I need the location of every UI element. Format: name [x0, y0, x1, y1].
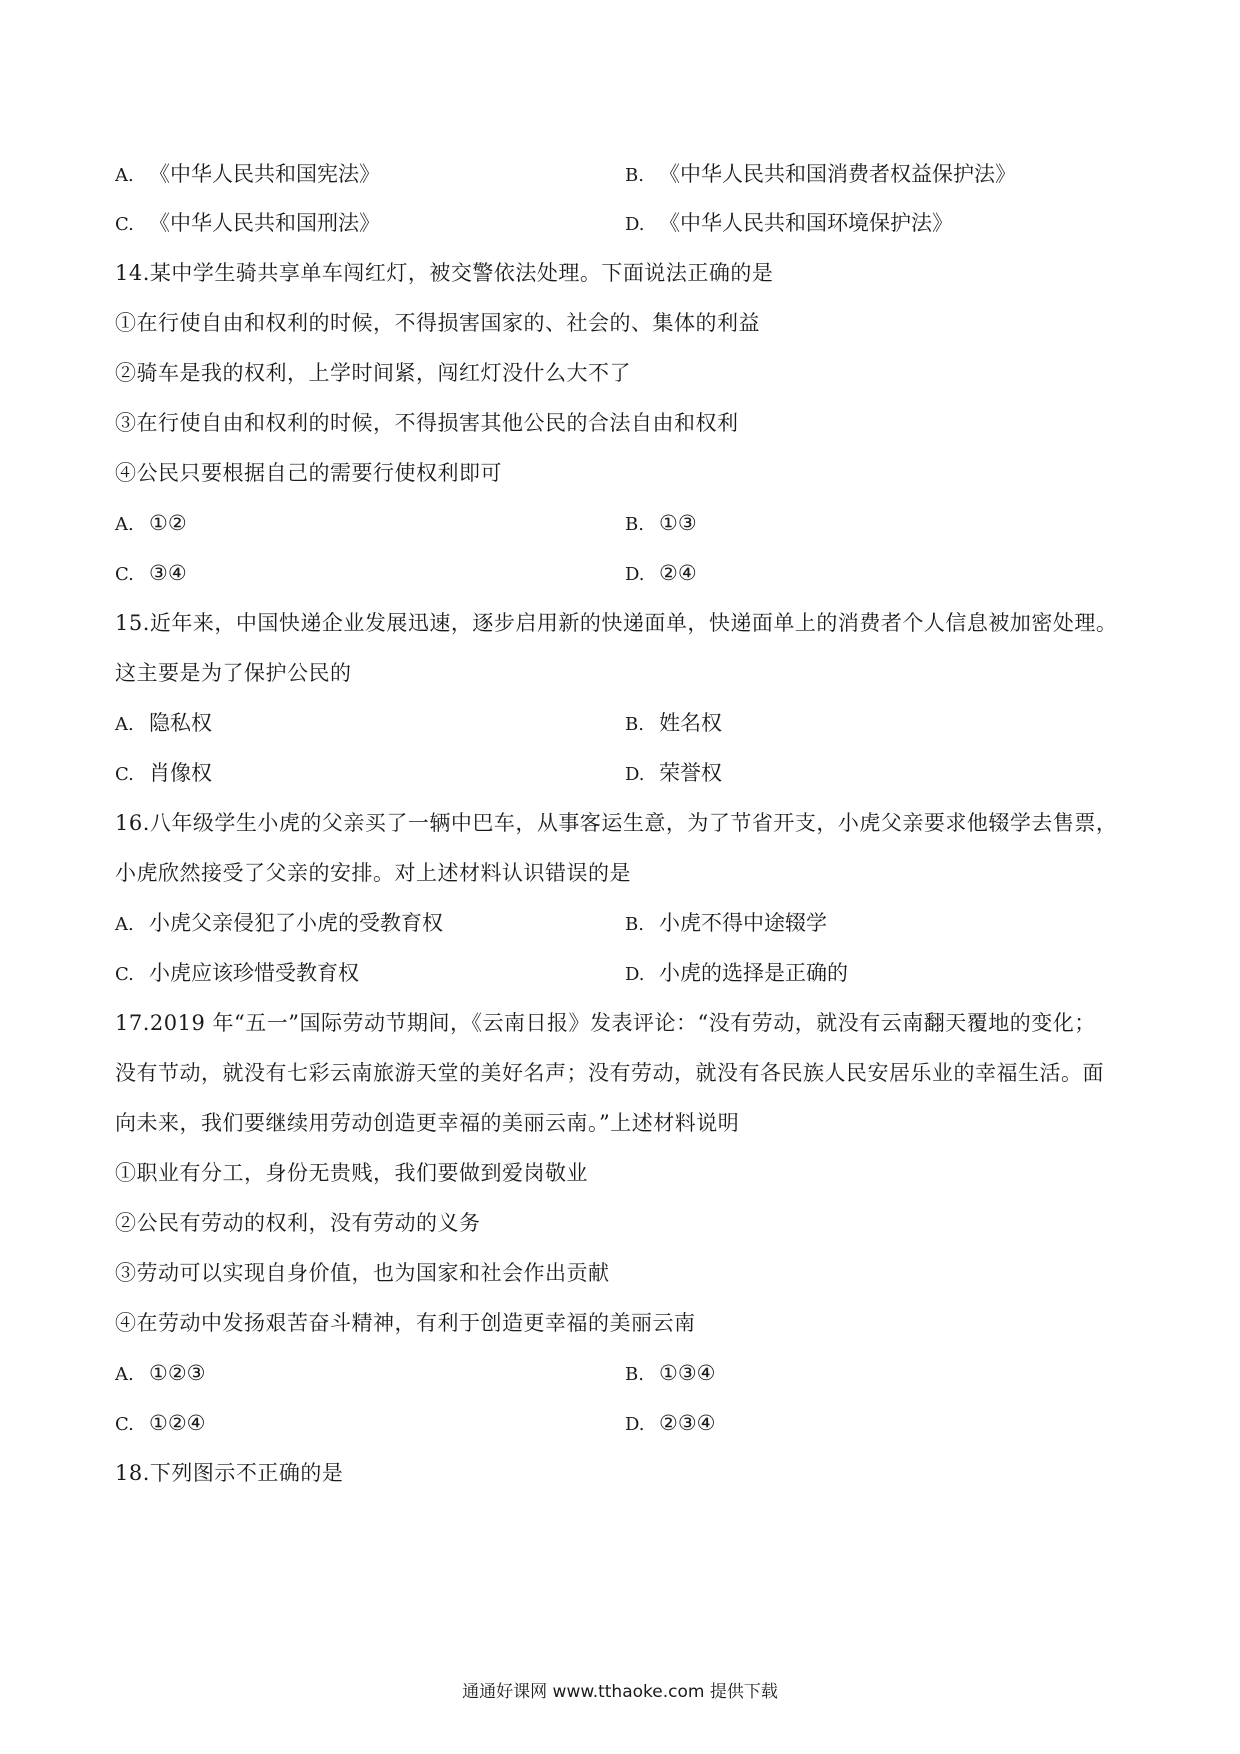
q15-option-a: [115, 709, 212, 739]
option-letter: B.: [625, 1364, 644, 1385]
option-text: 小虎应该珍惜受教育权: [149, 961, 359, 985]
q17-statement-2: ②公民有劳动的权利，没有劳动的义务: [115, 1211, 481, 1235]
option-text: 小虎父亲侵犯了小虎的受教育权: [149, 911, 443, 935]
q13-option-a: [115, 160, 380, 190]
option-letter: A.: [115, 514, 134, 535]
q16-option-b: [625, 909, 827, 939]
q13-option-c: [115, 209, 380, 239]
option-letter: D.: [625, 1414, 645, 1435]
option-letter: D.: [625, 214, 645, 235]
q15-option-d: [625, 759, 722, 789]
option-letter: A.: [115, 714, 134, 735]
option-letter: A.: [115, 914, 134, 935]
q17-option-a: [115, 1359, 205, 1389]
q14-statement-1: ①在行使自由和权利的时候，不得损害国家的、社会的、集体的利益: [115, 311, 760, 335]
option-letter: B.: [625, 714, 644, 735]
q17-statement-3: ③劳动可以实现自身价值，也为国家和社会作出贡献: [115, 1261, 610, 1285]
option-letter: C.: [115, 764, 134, 785]
option-letter: C.: [115, 1414, 134, 1435]
option-letter: A.: [115, 165, 134, 186]
option-letter: D.: [625, 564, 645, 585]
option-text: 《中华人民共和国环境保护法》: [659, 211, 953, 235]
option-text: 姓名权: [659, 711, 722, 735]
q16-option-c: [115, 959, 359, 989]
option-letter: C.: [115, 564, 134, 585]
option-text: 荣誉权: [659, 761, 722, 785]
q18-stem: 18.下列图示不正确的是: [115, 1461, 344, 1485]
q15-stem-line-2: 这主要是为了保护公民的: [115, 661, 352, 685]
option-text: 《中华人民共和国刑法》: [149, 211, 380, 235]
q16-stem-line-1: 16.八年级学生小虎的父亲买了一辆中巴车，从事客运生意，为了节省开支，小虎父亲要求他辍学去售票，: [115, 811, 1118, 835]
option-letter: B.: [625, 165, 644, 186]
q13-option-b: [625, 160, 1016, 190]
option-letter: D.: [625, 764, 645, 785]
option-letter: C.: [115, 964, 134, 985]
page-footer: 通通好课网 www.tthaoke.com 提供下载: [462, 1682, 778, 1702]
option-letter: B.: [625, 914, 644, 935]
q17-stem-line-1: 17.2019 年“五一”国际劳动节期间，《云南日报》发表评论：“没有劳动，就没有云南翻天覆地的变化；: [115, 1011, 1096, 1035]
q17-option-c: [115, 1409, 205, 1439]
option-text: ②③④: [659, 1411, 716, 1435]
q14-option-d: [625, 559, 697, 589]
q14-statement-3: ③在行使自由和权利的时候，不得损害其他公民的合法自由和权利: [115, 411, 739, 435]
option-text: 肖像权: [149, 761, 212, 785]
q14-statement-2: ②骑车是我的权利，上学时间紧，闯红灯没什么大不了: [115, 361, 631, 385]
q17-stem-line-3: 向未来，我们要继续用劳动创造更幸福的美丽云南。”上述材料说明: [115, 1111, 740, 1135]
q14-option-b: [625, 509, 697, 539]
q16-option-a: [115, 909, 443, 939]
option-text: ①②③: [149, 1361, 206, 1385]
q14-statement-4: ④公民只要根据自己的需要行使权利即可: [115, 461, 502, 485]
option-text: ①③: [659, 511, 697, 535]
option-text: 《中华人民共和国消费者权益保护法》: [659, 162, 1016, 186]
q17-statement-4: ④在劳动中发扬艰苦奋斗精神，有利于创造更幸福的美丽云南: [115, 1311, 696, 1335]
option-letter: A.: [115, 1364, 134, 1385]
option-text: ①②④: [149, 1411, 206, 1435]
option-text: 小虎的选择是正确的: [659, 961, 848, 985]
option-text: ③④: [149, 561, 187, 585]
option-text: ①②: [149, 511, 187, 535]
option-text: ①③④: [659, 1361, 716, 1385]
option-text: 《中华人民共和国宪法》: [149, 162, 380, 186]
option-letter: C.: [115, 214, 134, 235]
q15-option-b: [625, 709, 722, 739]
q15-stem-line-1: 15.近年来，中国快递企业发展迅速，逐步启用新的快递面单，快递面单上的消费者个人信息被加密处理。: [115, 611, 1118, 635]
q17-statement-1: ①职业有分工，身份无贵贱，我们要做到爱岗敬业: [115, 1161, 588, 1185]
q14-option-a: [115, 509, 187, 539]
option-text: 小虎不得中途辍学: [659, 911, 827, 935]
option-text: ②④: [659, 561, 697, 585]
option-letter: D.: [625, 964, 645, 985]
q16-stem-line-2: 小虎欣然接受了父亲的安排。对上述材料认识错误的是: [115, 861, 631, 885]
q14-option-c: [115, 559, 187, 589]
option-text: 隐私权: [149, 711, 212, 735]
q14-stem: 14.某中学生骑共享单车闯红灯，被交警依法处理。下面说法正确的是: [115, 261, 774, 285]
option-letter: B.: [625, 514, 644, 535]
q17-stem-line-2: 没有节动，就没有七彩云南旅游天堂的美好名声；没有劳动，就没有各民族人民安居乐业的幸福生活。面: [115, 1061, 1104, 1085]
q17-option-b: [625, 1359, 715, 1389]
q16-option-d: [625, 959, 848, 989]
q17-option-d: [625, 1409, 715, 1439]
q13-option-d: [625, 209, 953, 239]
q15-option-c: [115, 759, 212, 789]
